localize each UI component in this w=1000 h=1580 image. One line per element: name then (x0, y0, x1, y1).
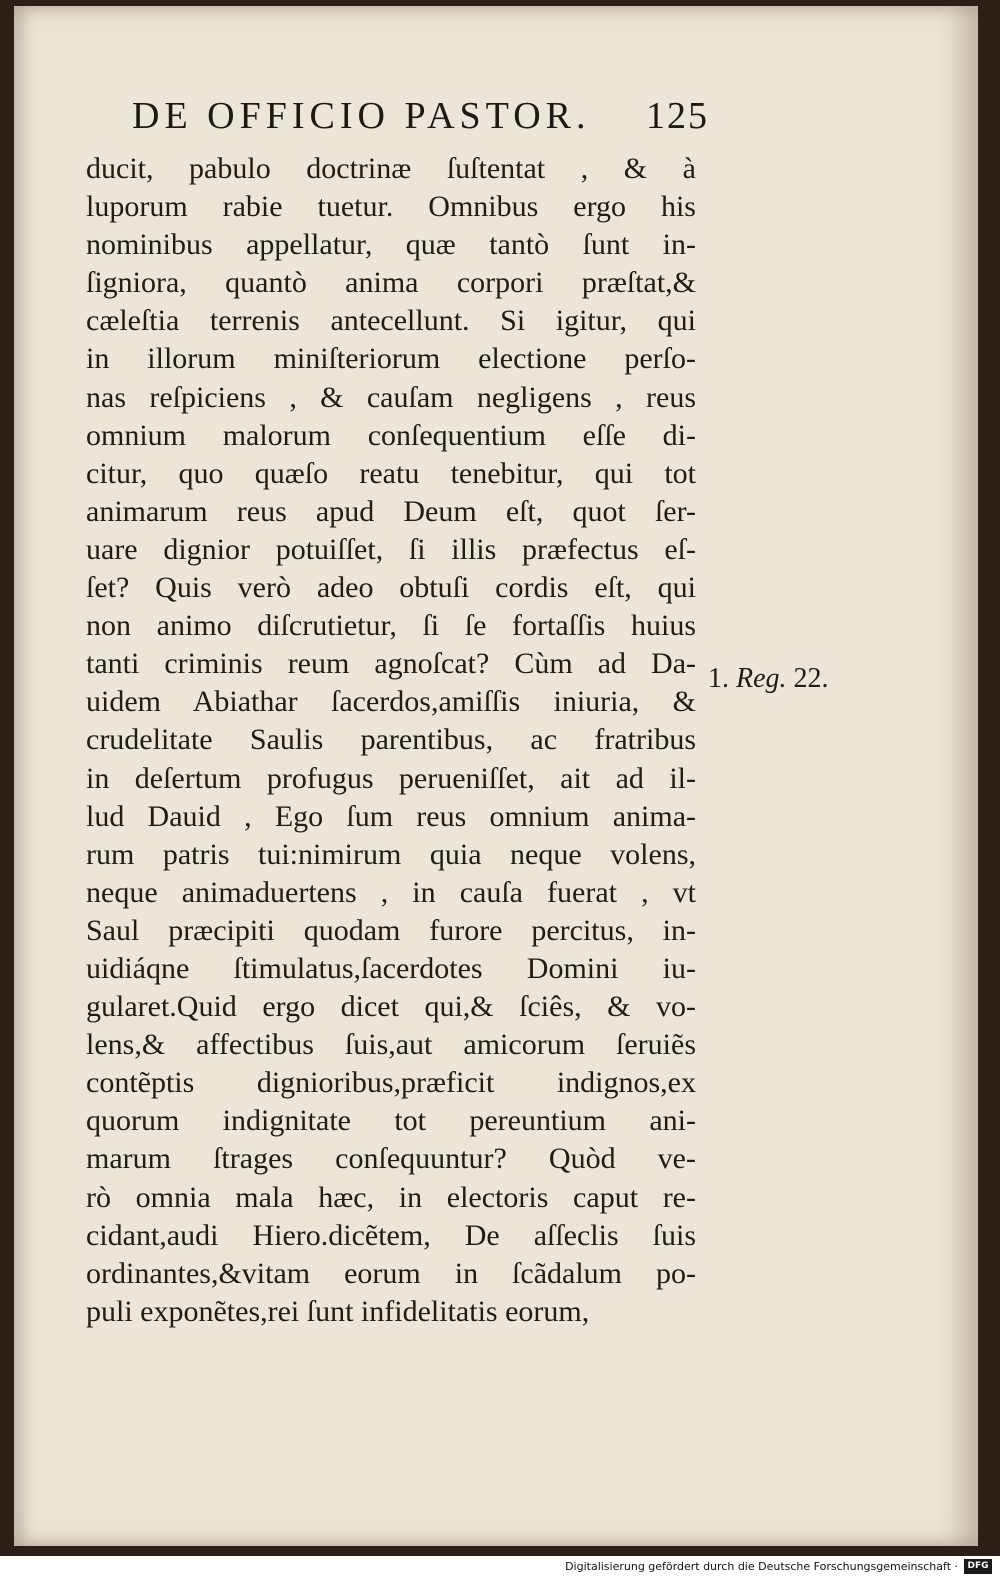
text-line: rum patris tui:nimirum quia neque volens, (86, 837, 696, 871)
text-line: gularet.Quid ergo dicet qui,& ſciês, & vo- (86, 990, 696, 1024)
text-line: nas reſpiciens , & cauſam negligens , reus (86, 380, 696, 414)
marginal-note-prefix: 1. (708, 663, 729, 694)
text-line: tanti criminis reum agnoſcat? Cùm ad Da- (86, 647, 696, 681)
marginal-note (708, 663, 829, 695)
text-line: ſet? Quis verò adeo obtuſi cordis eſt, qui (86, 571, 696, 605)
running-head: DE OFFICIO PASTOR. (132, 95, 591, 137)
text-line: ſigniora, quantò anima corpori præſtat,& (86, 266, 696, 300)
funding-credit: Digitalisierung gefördert durch die Deutsche Forschungsgemeinschaft · (565, 1560, 958, 1573)
text-line: quorum indignitate tot pereuntium ani- (86, 1104, 696, 1138)
page-number: 125 (646, 95, 709, 137)
text-line: citur, quo quæſo reatu tenebitur, qui tot (86, 456, 696, 490)
text-line: uidiáqne ſtimulatus,ſacerdotes Domini iu- (86, 951, 696, 985)
text-line: ordinantes,&vitam eorum in ſcãdalum po- (86, 1256, 696, 1290)
dfg-logo: DFG (964, 1559, 992, 1574)
body-text (86, 150, 696, 1331)
text-line: cæleſtia terrenis antecellunt. Si igitur, qui (86, 304, 696, 338)
text-line: puli exponẽtes,rei ſunt infidelitatis eorum, (86, 1294, 590, 1328)
marginal-note-abbrev: Reg. (736, 663, 787, 694)
text-line: marum ſtrages conſequuntur? Quòd ve- (86, 1142, 696, 1176)
footer-bar (0, 1556, 1000, 1580)
text-line: ducit, pabulo doctrinæ ſuſtentat , & à (86, 152, 696, 185)
text-line: neque animaduertens , in cauſa fuerat , vt (86, 875, 696, 909)
page-header (132, 94, 732, 137)
text-line: uare dignior potuiſſet, ſi illis præfectus eſ- (86, 532, 696, 566)
text-line: crudelitate Saulis parentibus, ac fratribus (86, 723, 696, 757)
text-line: uidem Abiathar ſacerdos,amiſſis iniuria, & (86, 685, 696, 719)
text-line: animarum reus apud Deum eſt, quot ſer- (86, 494, 696, 528)
text-line: luporum rabie tuetur. Omnibus ergo his (86, 190, 696, 224)
text-line: lens,& affectibus ſuis,aut amicorum ſeruiẽs (86, 1028, 696, 1062)
text-line: cidant,audi Hiero.dicẽtem, De aſſeclis ſuis (86, 1218, 696, 1252)
text-line: nominibus appellatur, quæ tantò ſunt in- (86, 228, 696, 262)
text-line: in deſertum profugus perueniſſet, ait ad il- (86, 761, 696, 795)
text-line: in illorum miniſteriorum electione perſo- (86, 342, 696, 376)
text-line: contẽptis dignioribus,præficit indignos,ex (86, 1066, 696, 1100)
text-line: rò omnia mala hæc, in electoris caput re- (86, 1180, 696, 1214)
marginal-note-number: 22. (793, 663, 829, 694)
text-line: Saul præcipiti quodam furore percitus, in- (86, 913, 696, 947)
text-line: lud Dauid , Ego ſum reus omnium anima- (86, 799, 696, 833)
text-line: omnium malorum conſequentium eſſe di- (86, 418, 696, 452)
text-line: non animo diſcrutietur, ſi ſe fortaſſis huius (86, 609, 696, 643)
